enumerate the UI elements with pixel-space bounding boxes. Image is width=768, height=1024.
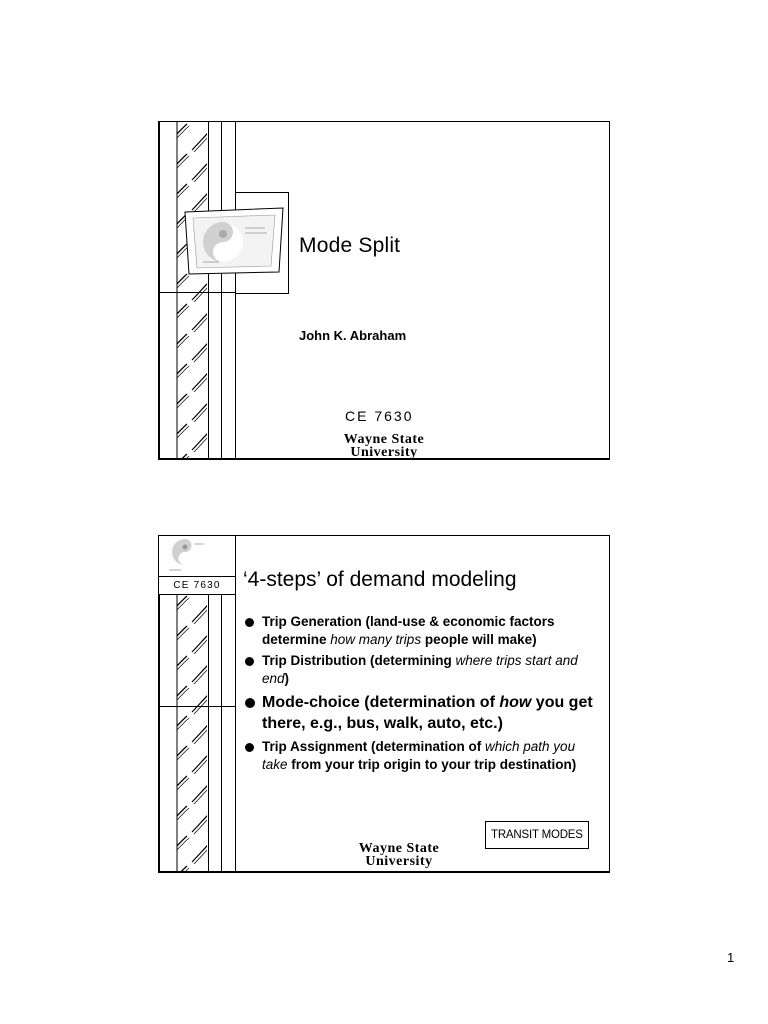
bullet-icon [245, 618, 254, 627]
bullet-text: Trip Distribution (determining [262, 653, 456, 668]
university-line-2: University [350, 444, 418, 460]
university-logo [351, 843, 447, 868]
bullet-icon [245, 657, 254, 666]
bullet-text: Mode-choice (determination of [262, 694, 500, 711]
course-code: CE 7630 [159, 576, 235, 595]
slide-title: ‘4-steps’ of demand modeling [243, 568, 517, 591]
university-line-1: Wayne State [343, 432, 425, 447]
bullet-text: Trip Assignment (determination of [262, 739, 486, 754]
content-slide [158, 535, 610, 873]
list-item [245, 738, 597, 774]
bullet-text: ) [284, 671, 290, 686]
hatched-sidebar [159, 122, 209, 458]
divider-line [221, 594, 222, 871]
bullet-emphasis: which path you take [262, 739, 576, 772]
bullet-emphasis: how many trips [330, 632, 422, 647]
university-line-1: Wayne State [358, 841, 440, 856]
list-item [245, 613, 597, 649]
title-slide [158, 121, 610, 460]
university-line-2: University [365, 853, 433, 869]
list-item [245, 692, 597, 734]
bullet-icon [245, 743, 254, 752]
department-logo-small [165, 534, 205, 576]
transit-modes-button[interactable]: TRANSIT MODES [485, 821, 589, 849]
university-logo [339, 434, 429, 459]
bullet-text: you get there, e.g., bus, walk, auto, etc.) [262, 694, 593, 732]
slide-title: Mode Split [299, 234, 401, 257]
bullet-icon [245, 698, 255, 708]
divider-line [159, 292, 235, 293]
divider-line [221, 122, 222, 458]
bullet-list [245, 613, 597, 777]
department-logo [183, 206, 285, 276]
course-code: CE 7630 [345, 408, 414, 424]
hatched-sidebar [159, 594, 209, 871]
bullet-text: people will make) [421, 632, 537, 647]
bullet-text: from your trip origin to your trip destination) [287, 757, 577, 772]
bullet-emphasis: how [499, 694, 532, 711]
page-number: 1 [727, 950, 735, 965]
bullet-text: Trip Generation (land-use & economic factors determine [262, 614, 555, 647]
divider-line [235, 536, 236, 871]
bullet-emphasis: where trips start and end [262, 653, 578, 686]
divider-line [159, 706, 235, 707]
list-item [245, 652, 597, 688]
author-name: John K. Abraham [299, 328, 407, 343]
